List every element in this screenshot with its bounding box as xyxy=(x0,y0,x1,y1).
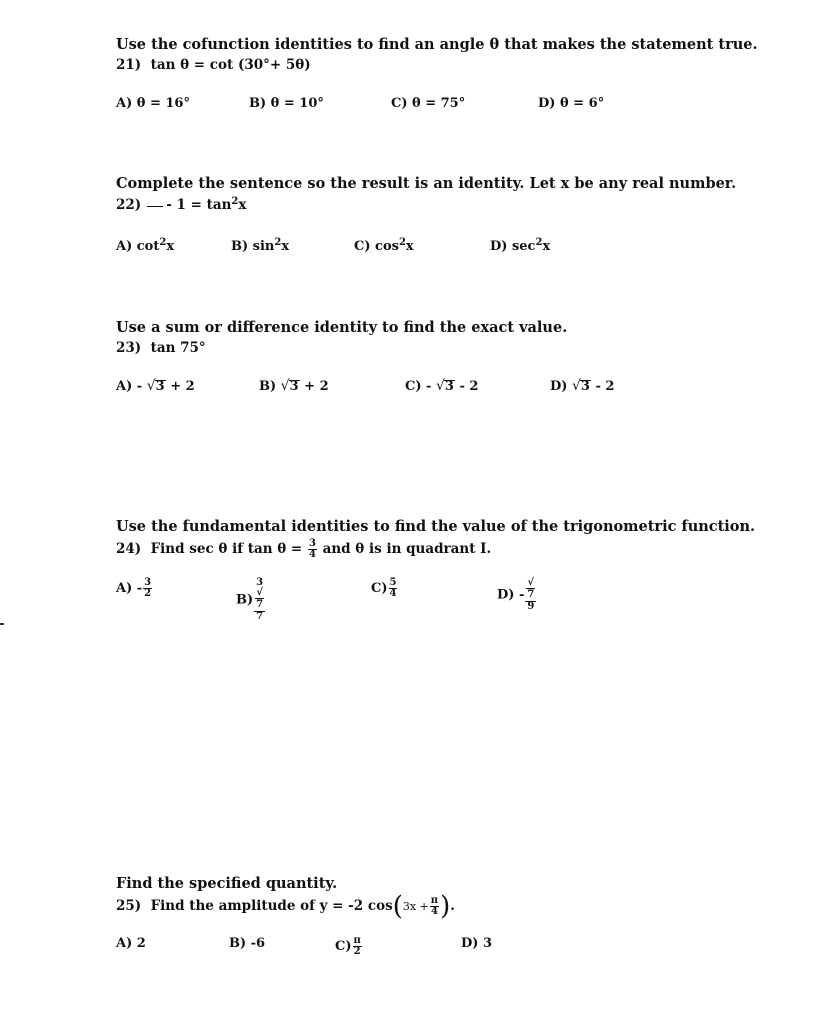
left-paren-icon: ( xyxy=(392,891,403,922)
fraction xyxy=(143,578,152,599)
fraction xyxy=(254,578,265,622)
option-22-c[interactable] xyxy=(354,239,414,254)
radicand: 7 xyxy=(527,589,535,600)
option-25-a[interactable]: A) 2 xyxy=(116,936,146,951)
variable: x xyxy=(542,239,551,254)
answer-blank xyxy=(147,206,163,207)
question-number: 22) xyxy=(116,197,142,213)
option-label: C) xyxy=(335,939,352,954)
option-25-b[interactable]: B) -6 xyxy=(229,936,266,951)
option-tail: + 2 xyxy=(170,379,195,394)
instruction-21: Use the cofunction identities to find an angle θ that makes the statement true. xyxy=(116,36,758,53)
denominator: 2 xyxy=(353,946,361,957)
sqrt-icon: √ xyxy=(256,587,263,598)
option-21-b[interactable]: B) θ = 10° xyxy=(249,96,324,111)
question-text: Find sec θ if tan θ = xyxy=(150,541,303,557)
option-23-b[interactable] xyxy=(259,378,329,394)
numerator xyxy=(525,578,536,602)
option-tail: - 2 xyxy=(459,379,479,394)
fraction xyxy=(308,539,317,560)
radicand: 3 xyxy=(444,379,454,394)
option-21-a[interactable]: A) θ = 16° xyxy=(116,96,190,111)
question-text: tan 75° xyxy=(150,340,206,356)
option-24-b[interactable] xyxy=(236,578,266,622)
instruction-24: Use the fundamental identities to find the value of the trigonometric function. xyxy=(116,518,756,535)
numerator: 5 xyxy=(389,577,397,588)
variable: x xyxy=(238,197,247,213)
question-text: Find the amplitude of y = -2 cos xyxy=(150,898,393,914)
sqrt-icon: √ xyxy=(146,378,156,394)
option-22-a[interactable] xyxy=(116,239,174,254)
radicand: 3 xyxy=(289,379,299,394)
option-text: B) sin xyxy=(231,239,275,254)
question-24 xyxy=(116,539,491,560)
option-25-d[interactable]: D) 3 xyxy=(461,936,492,951)
option-24-c[interactable] xyxy=(371,578,398,599)
option-21-c[interactable]: C) θ = 75° xyxy=(391,96,466,111)
denominator: 4 xyxy=(389,588,397,599)
option-22-b[interactable] xyxy=(231,239,289,254)
option-tail: + 2 xyxy=(304,379,329,394)
denominator: 9 xyxy=(527,601,535,612)
instruction-25: Find the specified quantity. xyxy=(116,875,338,892)
instruction-22: Complete the sentence so the result is an identity. Let x be any real number. xyxy=(116,175,737,192)
exponent: 2 xyxy=(231,196,239,207)
option-label: D) xyxy=(550,379,568,394)
numerator xyxy=(254,578,265,612)
fraction xyxy=(353,936,362,957)
denominator: 7 xyxy=(256,611,264,622)
denominator: 2 xyxy=(144,588,152,599)
denominator: 4 xyxy=(430,906,438,917)
instruction-23: Use a sum or difference identity to find the exact value. xyxy=(116,319,568,336)
sqrt-icon: √ xyxy=(527,577,535,588)
exponent: 2 xyxy=(274,237,282,248)
option-21-d[interactable]: D) θ = 6° xyxy=(538,96,605,111)
sqrt-icon: √ xyxy=(435,378,445,394)
fraction xyxy=(525,578,536,612)
option-25-c[interactable] xyxy=(335,936,363,957)
numerator: 3 xyxy=(144,577,152,588)
variable: x xyxy=(405,239,414,254)
question-number: 25) xyxy=(116,898,142,914)
option-23-a[interactable] xyxy=(116,378,195,394)
question-21 xyxy=(116,57,311,73)
question-22 xyxy=(116,197,246,213)
sqrt-icon: √ xyxy=(571,378,581,394)
question-number: 23) xyxy=(116,340,142,356)
numerator: π xyxy=(353,935,361,946)
sqrt-icon: √ xyxy=(280,378,290,394)
exponent: 2 xyxy=(159,237,167,248)
option-22-d[interactable] xyxy=(490,239,550,254)
option-label: D) - xyxy=(497,587,525,603)
fraction xyxy=(430,896,439,917)
question-text: - 1 = tan xyxy=(166,197,232,213)
question-25 xyxy=(116,891,455,922)
option-text: A) cot xyxy=(116,239,160,254)
denominator: 4 xyxy=(308,549,316,560)
option-tail: - 2 xyxy=(595,379,615,394)
option-24-a[interactable] xyxy=(116,578,153,599)
argument: 3x + xyxy=(402,900,429,913)
numerator: 3 xyxy=(308,538,316,549)
question-text-end: . xyxy=(450,898,455,914)
option-label: B) xyxy=(236,592,254,608)
radicand: 3 xyxy=(580,379,590,394)
option-label: C) xyxy=(371,581,388,596)
variable: x xyxy=(166,239,175,254)
option-23-d[interactable] xyxy=(550,378,614,394)
question-number: 24) xyxy=(116,541,142,557)
variable: x xyxy=(281,239,290,254)
coefficient: 3 xyxy=(256,577,264,588)
fraction xyxy=(389,578,398,599)
margin-mark xyxy=(0,623,4,625)
option-24-d[interactable] xyxy=(497,578,537,612)
question-text: tan θ = cot (30°+ 5θ) xyxy=(150,57,311,73)
question-23 xyxy=(116,340,206,356)
numerator: π xyxy=(430,895,439,906)
option-label: C) - xyxy=(405,379,432,394)
right-paren-icon: ) xyxy=(440,891,451,922)
option-text: D) sec xyxy=(490,239,536,254)
option-23-c[interactable] xyxy=(405,378,478,394)
option-label: A) - xyxy=(116,581,143,596)
option-label: B) xyxy=(259,379,277,394)
radicand: 7 xyxy=(256,599,264,610)
question-number: 21) xyxy=(116,57,142,73)
question-text-end: and θ is in quadrant I. xyxy=(322,541,492,557)
radicand: 3 xyxy=(155,379,165,394)
exponent: 2 xyxy=(398,237,406,248)
option-text: C) cos xyxy=(354,239,399,254)
option-label: A) - xyxy=(116,379,143,394)
exponent: 2 xyxy=(535,237,543,248)
